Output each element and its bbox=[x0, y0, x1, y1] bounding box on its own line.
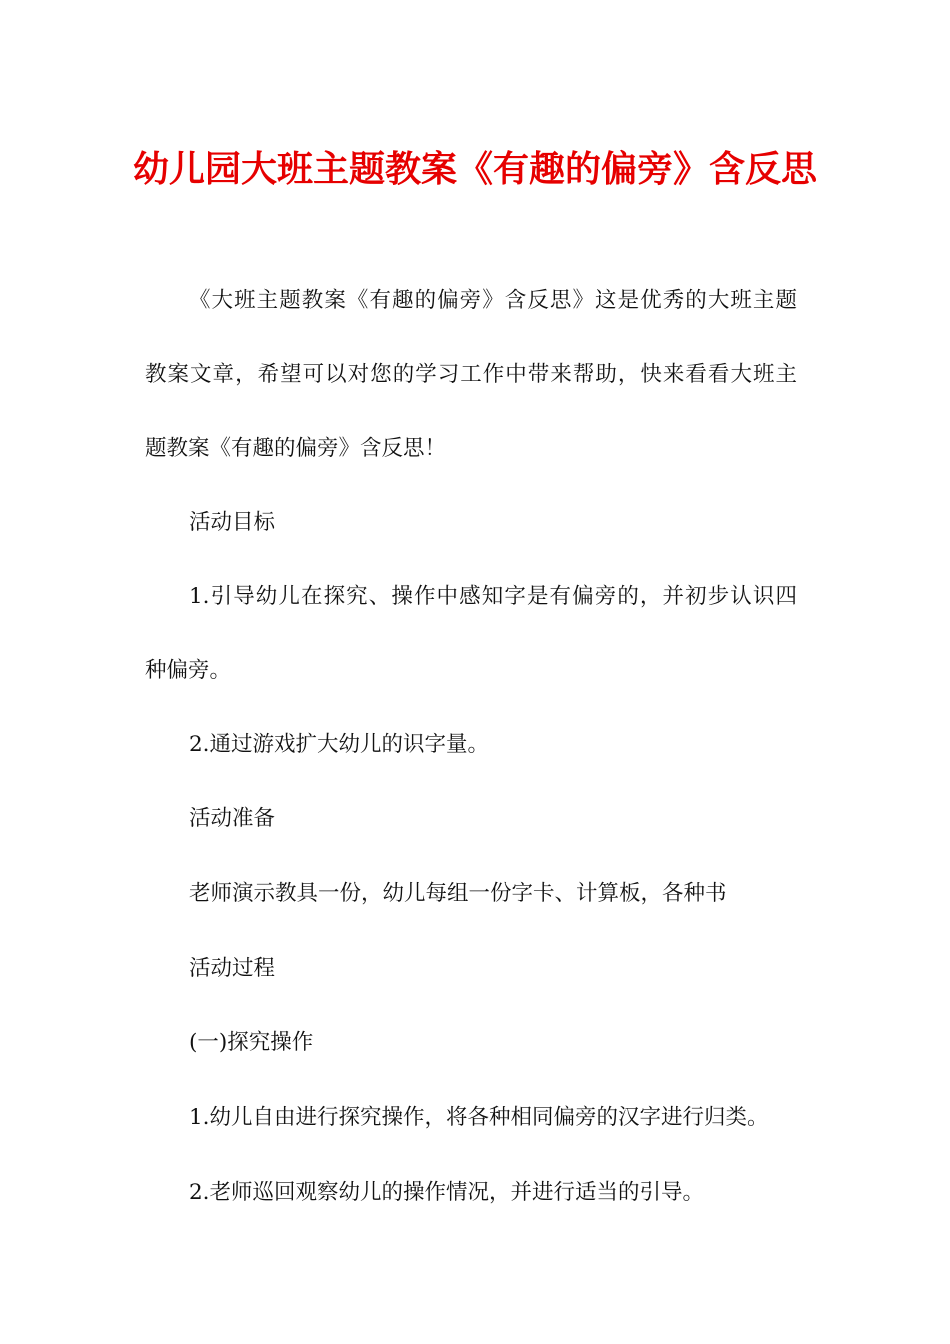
paragraph-line: 种偏旁。 bbox=[145, 658, 232, 683]
document-title: 幼儿园大班主题教案《有趣的偏旁》含反思 bbox=[132, 149, 817, 190]
section-heading: 活动目标 bbox=[189, 510, 276, 535]
paragraph-line: 老师演示教具一份，幼儿每组一份字卡、计算板，各种书 bbox=[189, 881, 727, 906]
paragraph-line: 题教案《有趣的偏旁》含反思！ bbox=[145, 436, 447, 461]
paragraph-line: 2.老师巡回观察幼儿的操作情况，并进行适当的引导。 bbox=[189, 1180, 705, 1205]
section-heading: 活动过程 bbox=[189, 956, 276, 981]
subsection-heading: (一)探究操作 bbox=[189, 1030, 314, 1055]
paragraph-line: 教案文章，希望可以对您的学习工作中带来帮助，快来看看大班主 bbox=[145, 362, 797, 387]
paragraph-line: 《大班主题教案《有趣的偏旁》含反思》这是优秀的大班主题 bbox=[189, 288, 797, 313]
paragraph-line: 1.幼儿自由进行探究操作，将各种相同偏旁的汉字进行归类。 bbox=[189, 1105, 769, 1130]
paragraph-line: 1.引导幼儿在探究、操作中感知字是有偏旁的，并初步认识四 bbox=[189, 584, 797, 609]
section-heading: 活动准备 bbox=[189, 806, 276, 831]
paragraph-line: 2.通过游戏扩大幼儿的识字量。 bbox=[189, 732, 490, 757]
